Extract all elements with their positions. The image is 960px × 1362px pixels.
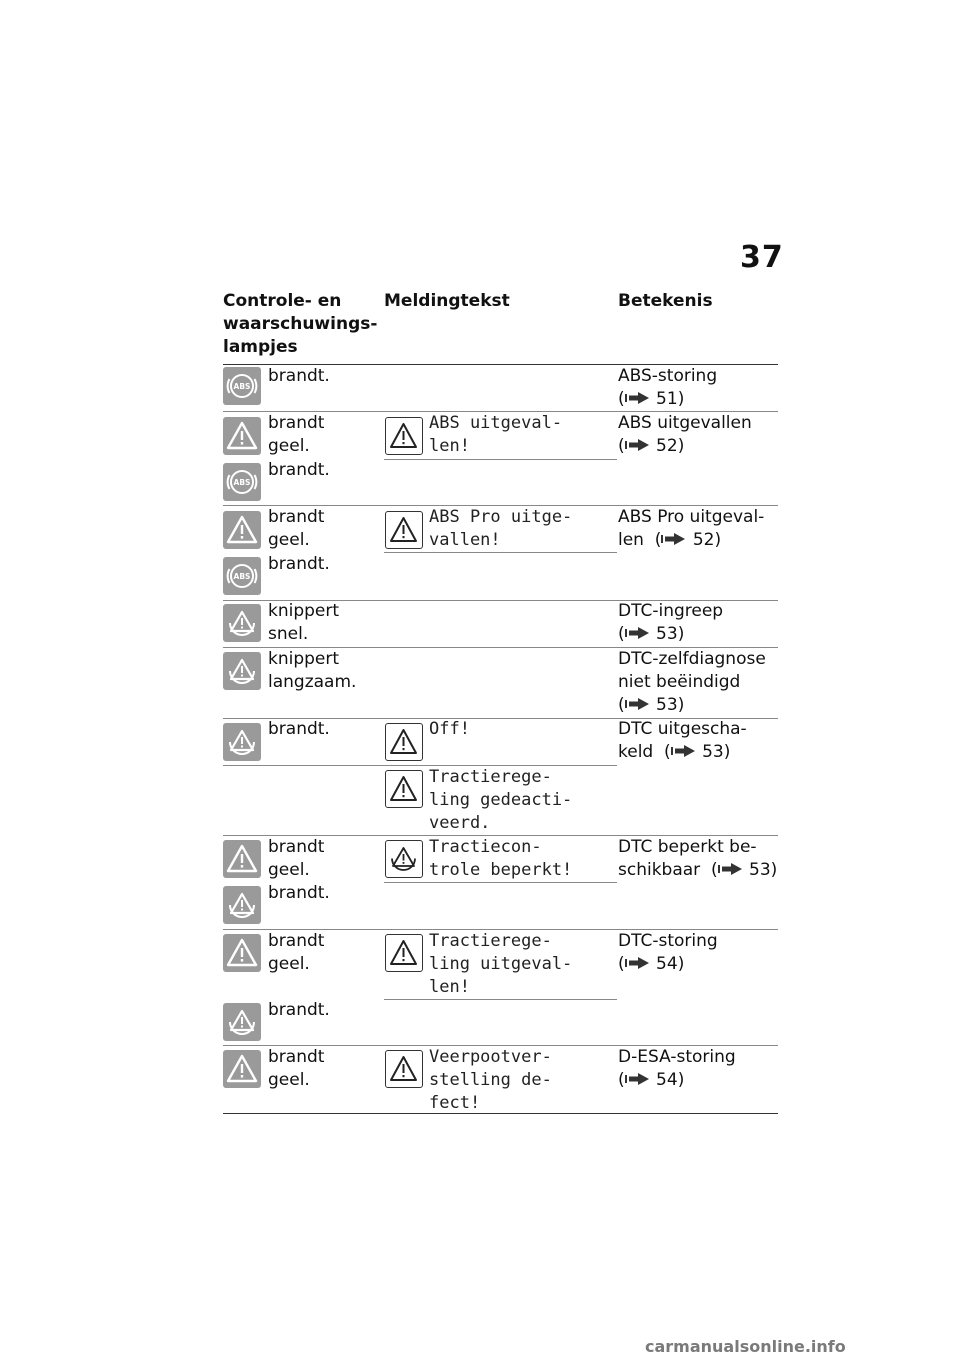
lamp-state: knippert langzaam.: [268, 649, 357, 692]
lamp-state: brandt.: [268, 366, 330, 386]
message-text: ABS uitgeval- len!: [429, 413, 563, 456]
page-reference-arrow-icon: [671, 744, 697, 758]
lamp-state: brandt.: [268, 883, 330, 903]
message-text: Tractierege- ling uitgeval- len!: [429, 931, 573, 997]
message-text: Tractiecon- trole beperkt!: [429, 837, 573, 880]
dtc-traction-lamp-icon: [223, 723, 261, 761]
abs-lamp-icon: [223, 367, 261, 405]
page-reference[interactable]: 52: [692, 530, 715, 550]
meaning-cell: DTC-zelfdiagnose niet beëindigd ( 53): [618, 649, 766, 715]
lamp-state: brandt geel.: [268, 837, 325, 880]
header-lamps-line: lampjes: [223, 337, 298, 357]
warning-triangle-icon: [385, 417, 423, 455]
meaning-cell: D-ESA-storing ( 54): [618, 1047, 736, 1090]
page-reference-arrow-icon: [625, 438, 651, 452]
row-divider: [384, 999, 617, 1000]
meaning-cell: ABS Pro uitgeval- len ( 52): [618, 507, 765, 550]
warning-triangle-lamp-icon: [223, 934, 261, 972]
warning-triangle-icon: [385, 1050, 423, 1088]
page-reference-arrow-icon: [625, 697, 651, 711]
footer-watermark[interactable]: carmanualsonline.info: [645, 1337, 846, 1356]
column-header-lamps: [223, 290, 377, 359]
row-divider: [384, 552, 617, 553]
header-lamps-line: Controle- en: [223, 291, 342, 311]
lamp-state: brandt geel.: [268, 1047, 325, 1090]
abs-lamp-icon: [223, 463, 261, 501]
page-reference[interactable]: 54: [656, 1070, 678, 1090]
warning-triangle-icon: [385, 511, 423, 549]
meaning-cell: DTC beperkt be- schikbaar ( 53): [618, 837, 778, 880]
warning-triangle-lamp-icon: [223, 511, 261, 549]
message-text: Off!: [429, 719, 470, 739]
lamp-state: brandt.: [268, 1000, 330, 1020]
header-lamps-line: waarschuwings-: [223, 314, 378, 334]
row-divider: [384, 459, 617, 460]
lamp-state: brandt.: [268, 554, 330, 574]
page-reference[interactable]: 51: [656, 389, 678, 409]
message-text: Tractierege- ling gedeacti- veerd.: [429, 767, 573, 833]
lamp-state: knippert snel.: [268, 601, 340, 644]
column-header-meaning: Betekenis: [618, 291, 713, 311]
page-reference[interactable]: 53: [656, 624, 678, 644]
page-reference[interactable]: 53: [749, 860, 771, 880]
row-divider: [384, 882, 617, 883]
dtc-traction-lamp-icon: [223, 604, 261, 642]
page-reference[interactable]: 53: [702, 742, 724, 762]
dtc-traction-lamp-icon: [223, 886, 261, 924]
warning-triangle-lamp-icon: [223, 417, 261, 455]
lamp-state: brandt geel.: [268, 413, 325, 456]
dtc-traction-message-icon: [385, 840, 423, 878]
dtc-traction-lamp-icon: [223, 1003, 261, 1041]
meaning-cell: ABS uitgevallen ( 52): [618, 413, 752, 456]
message-text: ABS Pro uitge- vallen!: [429, 507, 573, 550]
lamp-state: brandt.: [268, 460, 330, 480]
warning-triangle-icon: [385, 934, 423, 972]
page-reference-arrow-icon: [625, 391, 651, 405]
lamp-state: brandt geel.: [268, 507, 325, 550]
dtc-traction-lamp-icon: [223, 652, 261, 690]
page-reference-arrow-icon: [661, 532, 687, 546]
page-reference-arrow-icon: [625, 626, 651, 640]
warning-triangle-icon: [385, 723, 423, 761]
abs-lamp-icon: [223, 557, 261, 595]
page-reference[interactable]: 53: [656, 695, 678, 715]
lamp-state: brandt.: [268, 719, 330, 739]
meaning-cell: DTC-storing ( 54): [618, 931, 718, 974]
page-reference-arrow-icon: [718, 862, 744, 876]
meaning-cell: ABS-storing ( 51): [618, 366, 718, 409]
warning-triangle-icon: [385, 770, 423, 808]
page-number: 37: [740, 240, 784, 275]
column-header-message: Meldingtekst: [384, 291, 510, 311]
lamp-state: brandt geel.: [268, 931, 325, 974]
page-reference[interactable]: 54: [656, 954, 678, 974]
meaning-cell: DTC-ingreep ( 53): [618, 601, 724, 644]
warning-triangle-lamp-icon: [223, 1050, 261, 1088]
page-reference-arrow-icon: [625, 956, 651, 970]
warning-triangle-lamp-icon: [223, 840, 261, 878]
page-reference[interactable]: 52: [656, 436, 678, 456]
page-reference-arrow-icon: [625, 1072, 651, 1086]
message-text: Veerpootver- stelling de- fect!: [429, 1047, 552, 1113]
meaning-cell: DTC uitgescha- keld ( 53): [618, 719, 747, 762]
